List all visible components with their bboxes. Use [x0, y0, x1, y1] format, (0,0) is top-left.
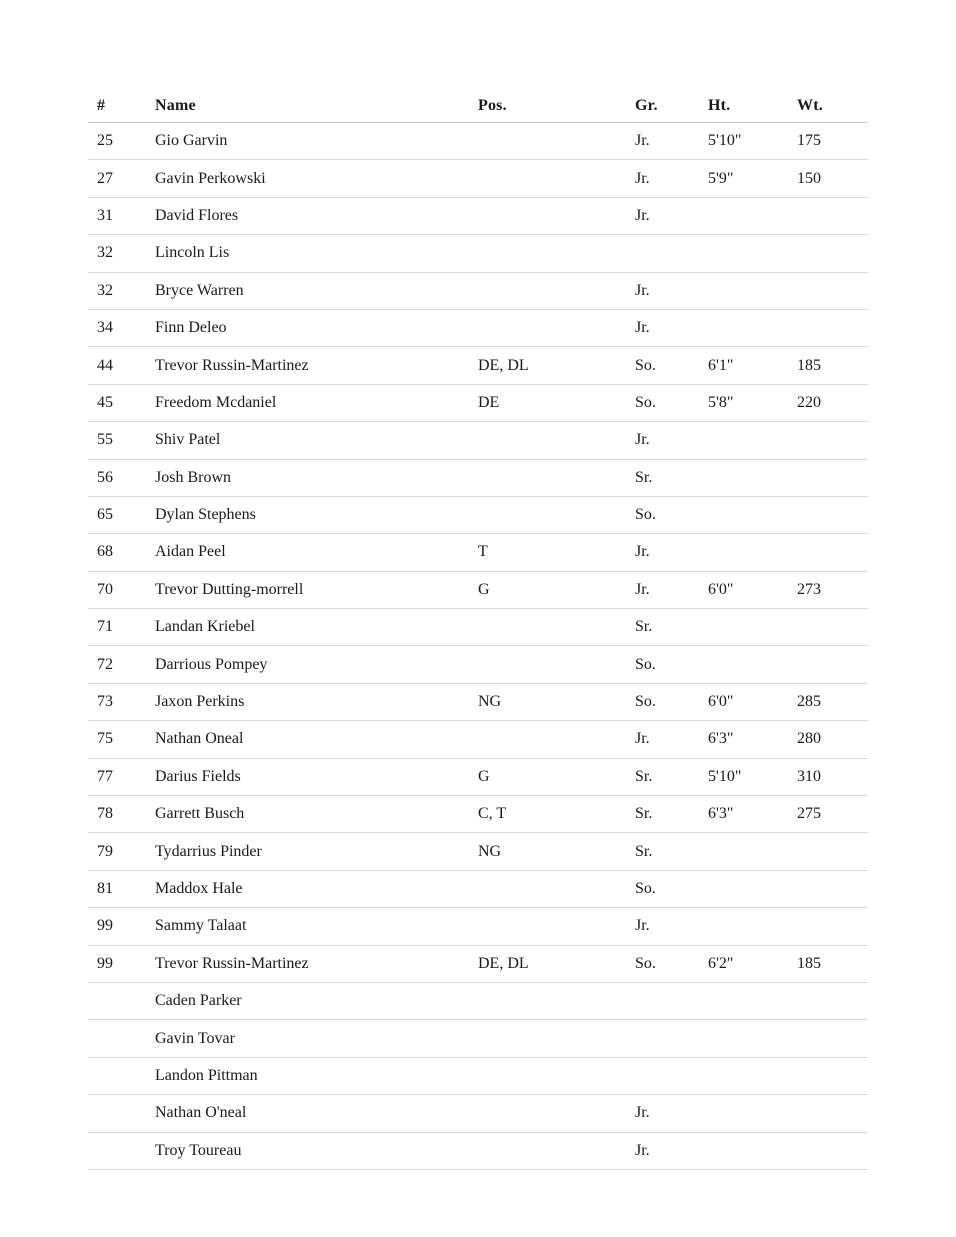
cell-gr: Jr. — [635, 1132, 708, 1169]
cell-wt — [797, 1095, 868, 1132]
cell-gr: Sr. — [635, 758, 708, 795]
cell-name: Lincoln Lis — [155, 235, 478, 272]
cell-gr: Jr. — [635, 197, 708, 234]
table-row — [88, 982, 868, 1019]
cell-ht — [708, 1020, 797, 1057]
cell-name: Trevor Russin-Martinez — [155, 347, 478, 384]
cell-name: Bryce Warren — [155, 272, 478, 309]
cell-name: Landan Kriebel — [155, 609, 478, 646]
cell-wt: 220 — [797, 384, 868, 421]
cell-number: 77 — [88, 758, 155, 795]
cell-number: 68 — [88, 534, 155, 571]
cell-wt: 185 — [797, 347, 868, 384]
table-row — [88, 347, 868, 384]
cell-gr: So. — [635, 496, 708, 533]
cell-wt — [797, 197, 868, 234]
cell-wt — [797, 309, 868, 346]
cell-ht: 6'3" — [708, 721, 797, 758]
cell-name: Sammy Talaat — [155, 908, 478, 945]
cell-pos: G — [478, 571, 635, 608]
cell-gr: Sr. — [635, 796, 708, 833]
cell-ht — [708, 1095, 797, 1132]
cell-ht: 5'10" — [708, 123, 797, 160]
cell-gr: So. — [635, 384, 708, 421]
cell-number: 99 — [88, 945, 155, 982]
cell-gr: Jr. — [635, 160, 708, 197]
table-row — [88, 384, 868, 421]
cell-name: Josh Brown — [155, 459, 478, 496]
table-row — [88, 534, 868, 571]
table-row — [88, 721, 868, 758]
column-header-ht: Ht. — [708, 89, 797, 123]
cell-ht: 5'10" — [708, 758, 797, 795]
cell-ht — [708, 982, 797, 1019]
cell-gr: Jr. — [635, 272, 708, 309]
cell-pos: T — [478, 534, 635, 571]
cell-wt — [797, 272, 868, 309]
cell-gr: Jr. — [635, 1095, 708, 1132]
cell-ht — [708, 197, 797, 234]
cell-pos — [478, 235, 635, 272]
table-row — [88, 683, 868, 720]
cell-wt — [797, 459, 868, 496]
cell-number: 45 — [88, 384, 155, 421]
cell-ht — [708, 646, 797, 683]
cell-pos — [478, 160, 635, 197]
table-row — [88, 908, 868, 945]
cell-gr: Sr. — [635, 609, 708, 646]
cell-number: 31 — [88, 197, 155, 234]
cell-ht: 6'0" — [708, 683, 797, 720]
cell-gr — [635, 1020, 708, 1057]
cell-ht — [708, 609, 797, 646]
cell-wt — [797, 982, 868, 1019]
cell-name: Trevor Russin-Martinez — [155, 945, 478, 982]
cell-name: Aidan Peel — [155, 534, 478, 571]
cell-gr: So. — [635, 347, 708, 384]
cell-name: Gavin Perkowski — [155, 160, 478, 197]
cell-number — [88, 1057, 155, 1094]
cell-number: 72 — [88, 646, 155, 683]
cell-number: 99 — [88, 908, 155, 945]
table-row — [88, 197, 868, 234]
cell-ht — [708, 496, 797, 533]
cell-wt: 175 — [797, 123, 868, 160]
cell-name: Trevor Dutting-morrell — [155, 571, 478, 608]
cell-pos: DE, DL — [478, 347, 635, 384]
cell-ht — [708, 1057, 797, 1094]
cell-pos — [478, 496, 635, 533]
cell-wt: 275 — [797, 796, 868, 833]
cell-wt: 285 — [797, 683, 868, 720]
cell-name: Dylan Stephens — [155, 496, 478, 533]
cell-wt: 150 — [797, 160, 868, 197]
table-row — [88, 309, 868, 346]
cell-pos — [478, 309, 635, 346]
roster-table-body — [88, 123, 868, 1170]
cell-gr: Jr. — [635, 571, 708, 608]
cell-number: 71 — [88, 609, 155, 646]
cell-number: 73 — [88, 683, 155, 720]
cell-ht — [708, 235, 797, 272]
cell-number — [88, 982, 155, 1019]
cell-pos: DE — [478, 384, 635, 421]
cell-pos: NG — [478, 683, 635, 720]
cell-number: 70 — [88, 571, 155, 608]
cell-ht: 5'8" — [708, 384, 797, 421]
cell-wt: 273 — [797, 571, 868, 608]
cell-wt — [797, 1132, 868, 1169]
cell-gr: Jr. — [635, 309, 708, 346]
cell-wt: 185 — [797, 945, 868, 982]
cell-gr — [635, 1057, 708, 1094]
cell-pos — [478, 272, 635, 309]
column-header-gr: Gr. — [635, 89, 708, 123]
cell-name: Garrett Busch — [155, 796, 478, 833]
cell-wt — [797, 235, 868, 272]
table-row — [88, 422, 868, 459]
cell-pos: G — [478, 758, 635, 795]
cell-name: Nathan O'neal — [155, 1095, 478, 1132]
column-header-wt: Wt. — [797, 89, 868, 123]
cell-number: 81 — [88, 870, 155, 907]
cell-name: Shiv Patel — [155, 422, 478, 459]
column-header-pos: Pos. — [478, 89, 635, 123]
cell-wt — [797, 908, 868, 945]
table-row — [88, 945, 868, 982]
cell-ht: 5'9" — [708, 160, 797, 197]
cell-ht — [708, 908, 797, 945]
table-row — [88, 160, 868, 197]
cell-number — [88, 1095, 155, 1132]
table-row — [88, 272, 868, 309]
cell-pos — [478, 197, 635, 234]
cell-pos — [478, 982, 635, 1019]
cell-number — [88, 1020, 155, 1057]
cell-number: 56 — [88, 459, 155, 496]
table-row — [88, 1057, 868, 1094]
cell-ht — [708, 459, 797, 496]
cell-gr: Sr. — [635, 459, 708, 496]
cell-ht — [708, 870, 797, 907]
cell-wt — [797, 422, 868, 459]
cell-pos — [478, 1057, 635, 1094]
table-row — [88, 1020, 868, 1057]
cell-wt — [797, 870, 868, 907]
cell-name: Maddox Hale — [155, 870, 478, 907]
cell-ht — [708, 272, 797, 309]
cell-gr: Jr. — [635, 534, 708, 571]
cell-wt — [797, 609, 868, 646]
cell-pos — [478, 1132, 635, 1169]
table-row — [88, 235, 868, 272]
cell-name: Caden Parker — [155, 982, 478, 1019]
cell-wt: 310 — [797, 758, 868, 795]
cell-gr: So. — [635, 870, 708, 907]
cell-wt — [797, 1057, 868, 1094]
cell-number: 25 — [88, 123, 155, 160]
cell-ht: 6'0" — [708, 571, 797, 608]
cell-name: Darius Fields — [155, 758, 478, 795]
cell-name: Landon Pittman — [155, 1057, 478, 1094]
cell-wt — [797, 833, 868, 870]
cell-wt: 280 — [797, 721, 868, 758]
cell-name: Jaxon Perkins — [155, 683, 478, 720]
cell-number: 78 — [88, 796, 155, 833]
cell-gr: Jr. — [635, 123, 708, 160]
cell-pos — [478, 422, 635, 459]
cell-pos — [478, 1020, 635, 1057]
cell-pos — [478, 908, 635, 945]
cell-pos — [478, 646, 635, 683]
cell-number: 27 — [88, 160, 155, 197]
table-row — [88, 758, 868, 795]
cell-name: Darrious Pompey — [155, 646, 478, 683]
cell-number: 79 — [88, 833, 155, 870]
cell-pos — [478, 459, 635, 496]
cell-ht: 6'1" — [708, 347, 797, 384]
cell-name: Freedom Mcdaniel — [155, 384, 478, 421]
cell-gr: Jr. — [635, 908, 708, 945]
cell-pos — [478, 870, 635, 907]
table-row — [88, 123, 868, 160]
cell-number — [88, 1132, 155, 1169]
cell-wt — [797, 646, 868, 683]
table-row — [88, 646, 868, 683]
column-header-name: Name — [155, 89, 478, 123]
cell-pos — [478, 123, 635, 160]
cell-ht — [708, 422, 797, 459]
table-row — [88, 833, 868, 870]
cell-name: Tydarrius Pinder — [155, 833, 478, 870]
cell-pos — [478, 1095, 635, 1132]
cell-number: 44 — [88, 347, 155, 384]
cell-wt — [797, 1020, 868, 1057]
cell-number: 32 — [88, 272, 155, 309]
cell-pos: NG — [478, 833, 635, 870]
cell-gr: Jr. — [635, 721, 708, 758]
cell-ht: 6'3" — [708, 796, 797, 833]
cell-name: David Flores — [155, 197, 478, 234]
cell-number: 75 — [88, 721, 155, 758]
cell-name: Gavin Tovar — [155, 1020, 478, 1057]
cell-name: Gio Garvin — [155, 123, 478, 160]
table-row — [88, 796, 868, 833]
cell-pos — [478, 721, 635, 758]
cell-wt — [797, 534, 868, 571]
cell-gr: So. — [635, 646, 708, 683]
table-row — [88, 870, 868, 907]
cell-gr: Jr. — [635, 422, 708, 459]
cell-name: Finn Deleo — [155, 309, 478, 346]
cell-gr: Sr. — [635, 833, 708, 870]
cell-ht — [708, 309, 797, 346]
cell-ht — [708, 833, 797, 870]
table-row — [88, 459, 868, 496]
header-row — [88, 89, 868, 123]
cell-ht: 6'2" — [708, 945, 797, 982]
cell-name: Troy Toureau — [155, 1132, 478, 1169]
cell-number: 32 — [88, 235, 155, 272]
table-row — [88, 571, 868, 608]
cell-ht — [708, 534, 797, 571]
cell-number: 55 — [88, 422, 155, 459]
roster-table-header — [88, 89, 868, 123]
cell-pos — [478, 609, 635, 646]
table-row — [88, 609, 868, 646]
cell-pos: C, T — [478, 796, 635, 833]
cell-gr: So. — [635, 945, 708, 982]
column-header-number: # — [88, 89, 155, 123]
cell-number: 34 — [88, 309, 155, 346]
cell-wt — [797, 496, 868, 533]
cell-gr — [635, 982, 708, 1019]
cell-gr — [635, 235, 708, 272]
cell-pos: DE, DL — [478, 945, 635, 982]
cell-name: Nathan Oneal — [155, 721, 478, 758]
cell-number: 65 — [88, 496, 155, 533]
cell-ht — [708, 1132, 797, 1169]
cell-gr: So. — [635, 683, 708, 720]
table-row — [88, 1132, 868, 1169]
table-row — [88, 496, 868, 533]
roster-table — [88, 89, 868, 1170]
table-row — [88, 1095, 868, 1132]
